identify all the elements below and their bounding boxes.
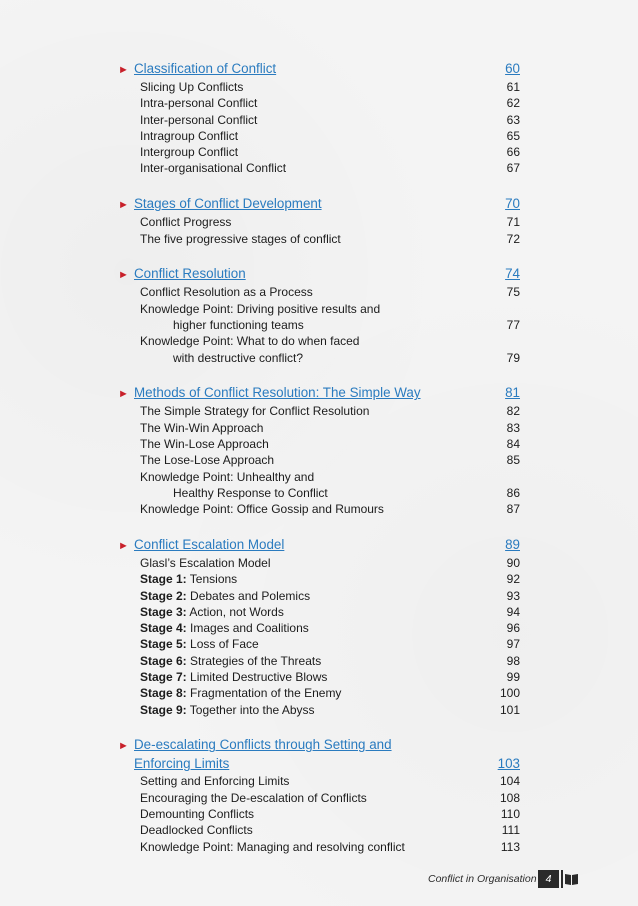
section-heading[interactable] (118, 265, 520, 284)
toc-entry-page: 61 (506, 80, 520, 94)
toc-entry-text: Knowledge Point: Office Gossip and Rumours (140, 502, 384, 517)
toc-entry-page: 71 (506, 215, 520, 230)
toc-entry-text: Healthy Response to Conflict (173, 485, 328, 500)
section-heading-continued[interactable] (118, 755, 520, 773)
toc-entry-text (140, 620, 309, 636)
toc-entry-page: 101 (499, 702, 520, 717)
toc-entry-page: 90 (506, 555, 520, 570)
toc-entry-text: The Win-Lose Approach (140, 436, 269, 451)
triangle-bullet-icon: ► (118, 269, 129, 282)
section-title-wrap (118, 60, 276, 79)
toc-entry-text (140, 588, 310, 604)
toc-entry-text: Conflict Resolution as a Process (140, 285, 313, 300)
toc-entry[interactable] (118, 571, 520, 587)
toc-entry[interactable] (118, 144, 520, 160)
toc-entry-text (140, 669, 327, 685)
section-page-link[interactable]: 103 (497, 756, 520, 772)
toc-entry-text: Knowledge Point: What to do when faced (140, 334, 360, 349)
toc-entry-page: 86 (506, 485, 520, 500)
toc-entry-text (140, 653, 321, 669)
stage-label: Stage 8: (140, 686, 187, 701)
toc-entry[interactable] (118, 469, 520, 485)
section-heading[interactable] (118, 60, 520, 79)
toc-entry[interactable] (118, 485, 520, 501)
toc-entry[interactable] (118, 79, 520, 95)
section-title-link[interactable]: Stages of Conflict Development (134, 196, 322, 212)
toc-entry-page: 66 (506, 145, 520, 160)
footer-page-number: 4 (538, 870, 559, 888)
toc-entry-text: The Simple Strategy for Conflict Resolution (140, 404, 370, 419)
section-title-link[interactable]: Conflict Resolution (134, 266, 246, 282)
toc-entry[interactable] (118, 333, 520, 349)
toc-entry[interactable] (118, 317, 520, 333)
toc-entry-page: 113 (500, 839, 520, 854)
toc-entry[interactable] (118, 806, 520, 822)
toc-entry-text: Demounting Conflicts (140, 807, 255, 821)
toc-entry-text: Intergroup Conflict (140, 145, 239, 160)
triangle-bullet-icon: ► (118, 64, 129, 76)
toc-entry-page: 104 (499, 774, 520, 789)
section-title-link[interactable]: Methods of Conflict Resolution: The Simple Way (134, 385, 421, 401)
toc-entry-page: 65 (506, 128, 520, 143)
toc-entry-text: Inter-personal Conflict (140, 112, 258, 127)
toc-entry[interactable] (118, 702, 520, 718)
stage-title: Fragmentation of the Enemy (186, 686, 342, 701)
stage-title: Strategies of the Threats (186, 653, 322, 668)
book-icon (565, 873, 578, 885)
stage-title: Loss of Face (186, 637, 259, 652)
toc-section (118, 60, 520, 177)
toc-entry-page: 67 (506, 161, 520, 176)
stage-title: Together into the Abyss (186, 702, 315, 717)
toc-entry-text: Encouraging the De-escalation of Conflicts (140, 790, 367, 805)
toc-entry-text (140, 571, 237, 587)
toc-entry-page: 63 (506, 112, 520, 127)
toc-entry[interactable] (118, 669, 520, 685)
toc-entry-page: 85 (506, 453, 520, 468)
section-title-link[interactable]: De-escalating Conflicts through Setting and (134, 737, 392, 753)
section-title-wrap (118, 536, 284, 555)
stage-title: Action, not Words (186, 604, 284, 619)
toc-entry-text (140, 604, 284, 620)
toc-entry[interactable] (118, 214, 520, 230)
toc-entry-text: The Lose-Lose Approach (140, 453, 275, 468)
toc-entry[interactable] (118, 685, 520, 701)
section-page-link[interactable]: 89 (505, 536, 520, 552)
toc-entry-page: 87 (506, 502, 520, 517)
section-heading[interactable] (118, 536, 520, 555)
toc-entry[interactable] (118, 301, 520, 317)
triangle-bullet-icon: ► (118, 388, 129, 401)
toc-section (118, 265, 520, 365)
stage-label: Stage 6: (140, 653, 187, 668)
toc-entry[interactable] (118, 95, 520, 111)
page-footer (0, 870, 638, 890)
toc-entry-page: 96 (506, 621, 520, 636)
toc-entry-page: 83 (506, 420, 520, 435)
toc-entry-text: The Win-Win Approach (140, 420, 264, 435)
section-title-link[interactable]: Classification of Conflict (134, 61, 277, 76)
toc-entry[interactable] (118, 284, 520, 300)
section-title-wrap (118, 384, 421, 403)
toc-entry-page: 72 (506, 231, 520, 246)
toc-entry-text: Glasl’s Escalation Model (140, 555, 271, 570)
toc-entry[interactable] (118, 160, 520, 176)
toc-entry[interactable] (118, 636, 520, 652)
toc-entry[interactable] (118, 604, 520, 620)
toc-entry-page: 100 (499, 686, 520, 701)
table-of-contents (118, 60, 520, 873)
stage-title: Tensions (186, 572, 238, 587)
stage-label: Stage 4: (140, 621, 187, 636)
section-title-wrap (118, 195, 322, 214)
toc-entry[interactable] (118, 436, 520, 452)
section-title-wrap (118, 265, 246, 284)
section-title-link[interactable]: Conflict Escalation Model (134, 536, 285, 552)
section-page-link[interactable]: 70 (505, 196, 520, 212)
section-page-link[interactable]: 60 (505, 61, 520, 76)
stage-label: Stage 2: (140, 588, 187, 603)
toc-entry-page: 108 (499, 790, 520, 805)
toc-entry-text: Knowledge Point: Unhealthy and (140, 469, 315, 484)
toc-entry-page: 79 (506, 350, 520, 365)
toc-entry-page: 82 (506, 404, 520, 419)
stage-label: Stage 9: (140, 702, 187, 717)
triangle-bullet-icon: ► (118, 539, 129, 552)
toc-entry-page: 75 (506, 285, 520, 300)
toc-entry-text: Intra-personal Conflict (140, 96, 258, 111)
toc-entry[interactable] (118, 452, 520, 468)
toc-entry[interactable] (118, 653, 520, 669)
toc-entry-text: Slicing Up Conflicts (140, 80, 244, 94)
stage-title: Limited Destructive Blows (186, 670, 328, 685)
section-page-link[interactable]: 74 (505, 266, 520, 282)
stage-label: Stage 1: (140, 572, 187, 587)
toc-entry[interactable] (118, 112, 520, 128)
toc-entry[interactable] (118, 555, 520, 571)
toc-entry-text (140, 636, 259, 652)
toc-entry-text: Setting and Enforcing Limits (140, 774, 290, 789)
stage-label: Stage 7: (140, 670, 187, 685)
toc-section (118, 195, 520, 247)
section-heading[interactable] (118, 736, 520, 755)
toc-entry[interactable] (118, 501, 520, 517)
toc-entry[interactable] (118, 620, 520, 636)
footer-divider (561, 870, 563, 888)
footer-title: Conflict in Organisation (428, 873, 537, 885)
toc-entry-page: 110 (500, 807, 520, 821)
section-page-link[interactable]: 81 (505, 385, 520, 401)
section-heading[interactable] (118, 195, 520, 214)
toc-entry-page: 98 (506, 653, 520, 668)
toc-entry-text: higher functioning teams (173, 317, 304, 332)
section-heading[interactable] (118, 384, 520, 403)
triangle-bullet-icon: ► (118, 740, 129, 753)
toc-entry-page: 99 (506, 670, 520, 685)
toc-entry[interactable] (118, 403, 520, 419)
section-title-link[interactable]: Enforcing Limits (134, 756, 230, 772)
toc-entry[interactable] (118, 588, 520, 604)
toc-entry[interactable] (118, 420, 520, 436)
toc-entry-page: 111 (501, 823, 520, 838)
toc-entry-text: Inter-organisational Conflict (140, 161, 287, 176)
toc-entry[interactable] (118, 790, 520, 806)
toc-entry[interactable] (118, 128, 520, 144)
toc-entry[interactable] (118, 839, 520, 855)
toc-entry-page: 92 (506, 572, 520, 587)
toc-entry-page: 62 (506, 96, 520, 111)
section-title-wrap (118, 736, 392, 755)
toc-entry-page: 97 (506, 637, 520, 652)
stage-title: Debates and Polemics (186, 588, 311, 603)
toc-entry-page: 94 (506, 604, 520, 619)
toc-section (118, 536, 520, 718)
toc-entry-text: with destructive conflict? (173, 350, 304, 365)
toc-entry[interactable] (118, 773, 520, 789)
triangle-bullet-icon: ► (118, 199, 129, 212)
toc-entry[interactable] (118, 822, 520, 838)
toc-entry[interactable] (118, 350, 520, 366)
toc-entry-page: 77 (506, 317, 520, 332)
toc-entry-text: Intragroup Conflict (140, 128, 239, 143)
toc-entry-page: 84 (506, 436, 520, 451)
stage-label: Stage 5: (140, 637, 187, 652)
toc-section (118, 384, 520, 517)
toc-entry-text: Knowledge Point: Driving positive results and (140, 301, 381, 316)
toc-entry-page: 93 (506, 588, 520, 603)
stage-label: Stage 3: (140, 604, 187, 619)
toc-entry-text (140, 685, 341, 701)
toc-entry-text: The five progressive stages of conflict (140, 231, 341, 246)
toc-entry-text: Conflict Progress (140, 215, 232, 230)
toc-entry-text (140, 702, 315, 718)
toc-entry-text: Knowledge Point: Managing and resolving conflict (140, 839, 405, 854)
stage-title: Images and Coalitions (186, 621, 309, 636)
toc-entry-text: Deadlocked Conflicts (140, 823, 253, 838)
toc-section (118, 736, 520, 854)
toc-entry[interactable] (118, 231, 520, 247)
